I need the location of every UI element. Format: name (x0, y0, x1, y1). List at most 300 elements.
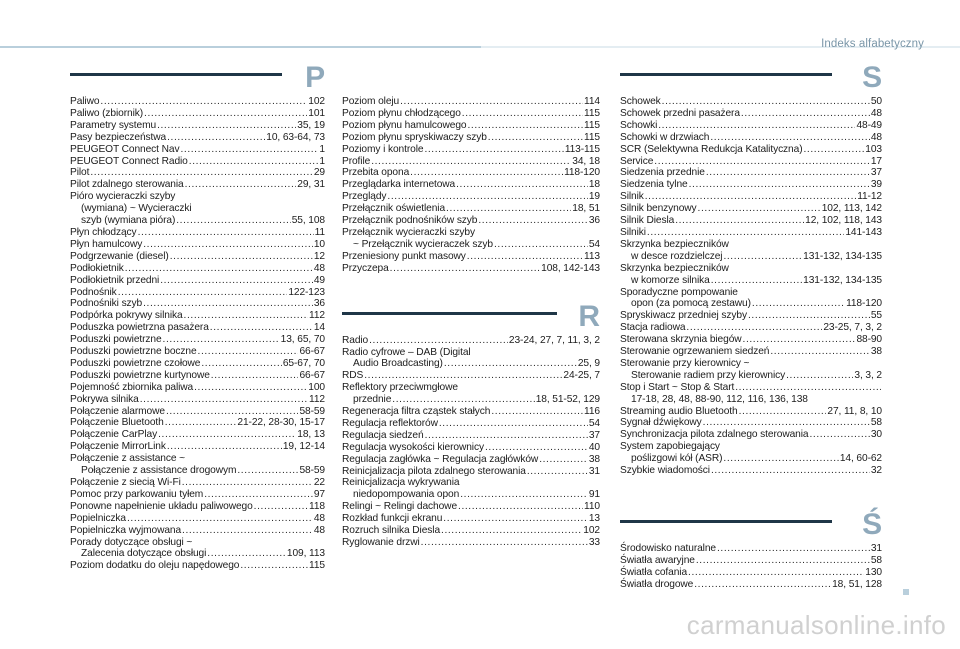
entry-term: Połączenie z assistance drogowym (81, 465, 237, 477)
entry-term: Płyn chłodzący (70, 226, 137, 238)
index-entry (70, 358, 325, 370)
entry-pages: 40 (588, 441, 600, 453)
index-entry (342, 513, 600, 525)
entry-pages: 102 (583, 525, 600, 537)
entry-term: Sterowana skrzynia biegów (620, 334, 742, 346)
entry-term: Sterowanie radiem przy kierownicy (631, 369, 786, 381)
index-entry (342, 382, 600, 394)
entry-pages: 118-120 (564, 167, 600, 179)
entry-pages: 65-67, 70 (282, 357, 325, 369)
leader-dots (237, 465, 298, 477)
entry-term: Pokrywa silnika (70, 393, 139, 405)
leader-dots (703, 417, 870, 429)
entry-term: Poziom dodatku do oleju napędowego (70, 560, 240, 572)
entry-term: PEUGEOT Connect Nav (70, 143, 180, 155)
leader-dots (696, 555, 870, 567)
entry-pages: 21-22, 28-30, 15-17 (237, 417, 325, 429)
index-entry (342, 191, 600, 203)
entry-pages: 25, 9 (577, 358, 600, 370)
entry-term: ~ Przełącznik wycieraczek szyb (353, 238, 493, 250)
section-letter: P (305, 61, 325, 94)
entry-term: Rozruch silnika Diesla (342, 525, 441, 537)
index-entry (342, 347, 600, 359)
index-entry (70, 96, 325, 108)
entry-term: Pasy bezpieczeństwa (70, 131, 167, 143)
entry-term: Service (620, 155, 654, 167)
entry-term: Połączenie z siecią Wi-Fi (70, 477, 181, 488)
leader-dots (485, 442, 588, 454)
entry-pages: 31 (870, 543, 882, 554)
leader-dots (467, 120, 583, 132)
section-letter: Ś (862, 508, 882, 541)
leader-dots (163, 334, 280, 346)
index-entry (620, 394, 882, 406)
entry-term: Podgrzewanie (diesel) (70, 250, 169, 262)
entry-pages: 1 (319, 155, 325, 167)
leader-dots (165, 417, 237, 429)
entry-term: Regeneracja filtra cząstek stałych (342, 406, 491, 418)
index-entry (342, 430, 600, 442)
entry-term: Popielniczka (70, 512, 126, 524)
entry-term: Siedzenia tylne (620, 179, 688, 191)
leader-dots (157, 120, 296, 132)
leader-dots (138, 227, 314, 239)
leader-dots (392, 394, 534, 406)
index-entry (70, 465, 325, 477)
index-entry (342, 370, 600, 382)
section-heading-s-acute (620, 507, 882, 543)
index-entry (342, 477, 600, 489)
entry-term: Reinicjalizacja wykrywania (342, 477, 460, 489)
entry-pages: 18, 51 (572, 203, 600, 215)
index-entry (342, 167, 600, 179)
leader-dots (739, 406, 827, 418)
leader-dots (662, 96, 870, 108)
index-entry (620, 555, 882, 567)
entry-term: Schowki (620, 119, 658, 131)
entry-term: Pomoc przy parkowaniu tyłem (70, 488, 204, 500)
index-entry (70, 370, 325, 382)
leader-dots (752, 298, 845, 310)
index-entry (342, 120, 600, 132)
section-rule (342, 312, 557, 315)
index-list-p (70, 96, 325, 572)
index-entry (620, 275, 882, 287)
entry-term: Regulacja siedzeń (342, 429, 424, 441)
entry-pages: 97 (313, 488, 325, 500)
index-entry (342, 144, 600, 156)
entry-pages: 55, 108 (291, 215, 325, 227)
entry-pages: 115 (584, 107, 600, 119)
entry-term: Schowek przedni pasażera (620, 107, 740, 119)
leader-dots (443, 513, 588, 525)
entry-pages: 10, 63-64, 73 (266, 131, 325, 143)
entry-term: Połączenie CarPlay (70, 429, 158, 441)
index-entry (70, 298, 325, 310)
leader-dots (748, 310, 870, 322)
entry-term: Podnośniki szyb (70, 298, 143, 310)
entry-pages: 13, 65, 70 (280, 334, 325, 346)
entry-pages: 35, 19 (297, 119, 325, 131)
index-entry (620, 334, 882, 346)
index-list-p-continued (342, 96, 600, 275)
entry-term: Płyn hamulcowy (70, 238, 143, 250)
index-entry (70, 144, 325, 156)
index-entry (70, 537, 325, 549)
index-entry (70, 453, 325, 465)
leader-dots (658, 120, 855, 132)
index-entry (620, 251, 882, 263)
entry-term: Poziom płynu chłodzącego (342, 107, 461, 119)
leader-dots (194, 382, 307, 394)
index-entry (342, 466, 600, 478)
entry-pages: 24-25, 7 (563, 370, 600, 382)
entry-pages: 58 (870, 554, 882, 566)
index-list-r (342, 335, 600, 549)
entry-term: Światła cofania (620, 566, 688, 578)
entry-pages: 116 (584, 406, 600, 418)
entry-term: poślizgowi kół (ASR) (631, 453, 723, 465)
entry-term: Paliwo (zbiornik) (70, 107, 144, 119)
index-entry (620, 167, 882, 179)
index-entry (70, 417, 325, 429)
leader-dots (400, 96, 583, 108)
entry-pages: 102 (308, 96, 325, 107)
index-entry (342, 179, 600, 191)
index-entry (70, 501, 325, 513)
entry-pages: 91 (588, 489, 600, 501)
entry-term: Synchronizacja pilota zdalnego sterowania (620, 429, 809, 441)
entry-pages: 10 (313, 238, 325, 250)
entry-term: Sterowanie ogrzewaniem siedzeń (620, 346, 770, 358)
leader-dots (143, 239, 313, 251)
entry-term: Radio cyfrowe – DAB (Digital (342, 346, 471, 358)
leader-dots (786, 370, 853, 382)
entry-term: Sygnał dźwiękowy (620, 417, 702, 429)
index-entry (620, 287, 882, 299)
entry-term: niedopompowania opon (353, 489, 460, 501)
entry-term: Przebita opona (342, 167, 410, 179)
entry-term: Audio Broadcasting) (353, 358, 443, 370)
index-entry (620, 579, 882, 591)
entry-term: Porady dotyczące obsługi ~ (70, 536, 193, 548)
entry-term: Światła awaryjne (620, 554, 695, 566)
entry-term: w desce rozdzielczej (631, 250, 723, 262)
entry-term: Streaming audio Bluetooth (620, 405, 738, 417)
index-entry (342, 442, 600, 454)
index-entry (620, 144, 882, 156)
entry-term: Podpórka pokrywy silnika (70, 310, 183, 322)
section-letter: R (578, 299, 600, 333)
leader-dots (527, 466, 588, 478)
entry-pages: 37 (588, 429, 600, 441)
index-entry (342, 537, 600, 549)
index-entry (70, 429, 325, 441)
entry-pages: 18, 51-52, 129 (535, 394, 600, 406)
index-entry (70, 513, 325, 525)
leader-dots (467, 251, 583, 263)
entry-pages: 19, 12-14 (282, 441, 325, 453)
index-entry (342, 418, 600, 430)
index-entry (342, 156, 600, 168)
leader-dots (710, 132, 870, 144)
entry-term: w komorze silnika (631, 274, 710, 286)
entry-term: Połączenie z assistance ~ (70, 453, 186, 465)
index-entry (620, 370, 882, 382)
leader-dots (166, 406, 299, 418)
entry-pages: 48-49 (856, 119, 882, 131)
leader-dots (410, 167, 563, 179)
leader-dots (460, 489, 588, 501)
leader-dots (182, 477, 313, 489)
index-entry (70, 215, 325, 227)
leader-dots (539, 454, 588, 466)
leader-dots (364, 370, 562, 382)
entry-term: Stacja radiowa (620, 322, 686, 334)
entry-term: Przełącznik oświetlenia (342, 203, 446, 215)
entry-pages: 49 (313, 274, 325, 286)
leader-dots (184, 310, 309, 322)
entry-term: Przełącznik wycieraczki szyby (342, 226, 475, 238)
index-entry (70, 251, 325, 263)
leader-dots (686, 322, 822, 334)
page-header-title: Indeks alfabetyczny (821, 38, 924, 50)
entry-pages: 109, 113 (286, 548, 325, 560)
index-entry (620, 203, 882, 215)
entry-pages: 38 (588, 453, 600, 465)
section-letter: S (862, 61, 882, 94)
leader-dots (439, 418, 588, 430)
leader-dots (254, 501, 308, 513)
index-entry (70, 489, 325, 501)
leader-dots (491, 406, 583, 418)
leader-dots (698, 203, 821, 215)
leader-dots (167, 441, 282, 453)
index-entry (70, 132, 325, 144)
entry-pages: 54 (588, 417, 600, 429)
index-entry (620, 310, 882, 322)
watermark: carmanualsonline.info (686, 610, 946, 640)
entry-pages: 38 (870, 346, 882, 358)
entry-pages: 113 (584, 250, 600, 262)
entry-pages: 34, 18 (572, 155, 600, 167)
entry-pages: 130 (865, 566, 882, 578)
entry-term: opon (za pomocą zestawu) (631, 298, 751, 310)
index-entry (342, 251, 600, 263)
section-rule (620, 520, 832, 523)
entry-term: Silnik Diesla (620, 215, 675, 227)
entry-term: Paliwo (70, 96, 100, 107)
index-entry (342, 501, 600, 513)
entry-pages: 11 (314, 226, 325, 238)
entry-pages: 50 (870, 96, 882, 107)
entry-pages: 36 (313, 298, 325, 310)
entry-term: Radio (342, 334, 369, 346)
index-entry (620, 441, 882, 453)
entry-pages: 36 (588, 215, 600, 227)
leader-dots (170, 251, 313, 263)
entry-pages: 29, 31 (297, 179, 325, 191)
entry-term: Poduszki powietrzne (70, 334, 162, 346)
section-rule (620, 73, 832, 76)
entry-term: System zapobiegający (620, 441, 720, 453)
index-entry (620, 567, 882, 579)
leader-dots (211, 370, 299, 382)
leader-dots (167, 132, 265, 144)
entry-pages: 55 (870, 310, 882, 322)
column-middle (342, 60, 600, 549)
leader-dots (100, 96, 307, 108)
index-entry (620, 382, 882, 394)
leader-dots (444, 358, 577, 370)
entry-pages: 122-123 (288, 286, 325, 298)
entry-pages: 114 (584, 96, 600, 107)
entry-term: Środowisko naturalne (620, 543, 716, 554)
entry-term: Poduszki powietrzne boczne (70, 346, 197, 358)
leader-dots (488, 132, 583, 144)
leader-dots (371, 156, 571, 168)
leader-dots (647, 227, 844, 239)
entry-pages: 115 (309, 560, 325, 572)
entry-pages: 31 (588, 465, 600, 477)
leader-dots (201, 358, 281, 370)
index-entry (620, 358, 882, 370)
entry-pages: 33 (588, 537, 600, 548)
entry-pages: 18 (588, 179, 600, 191)
entry-pages: 39 (870, 179, 882, 191)
leader-dots (185, 179, 297, 191)
leader-dots (160, 275, 313, 287)
leader-dots (198, 346, 299, 358)
entry-term: Silniki (620, 226, 646, 238)
index-entry (342, 489, 600, 501)
leader-dots (675, 215, 804, 227)
entry-pages: 103 (865, 143, 882, 155)
entry-term: Silnik (620, 191, 644, 203)
index-entry (342, 525, 600, 537)
entry-term: Schowki w drzwiach (620, 131, 710, 143)
leader-dots (425, 430, 588, 442)
leader-dots (458, 501, 583, 513)
entry-term: Relingi ~ Relingi dachowe (342, 501, 458, 513)
entry-term: 17-18, 28, 48, 88-90, 112, 116, 136, 138 (631, 393, 808, 405)
entry-term: (wymiana) ~ Wycieraczki (81, 203, 192, 215)
leader-dots (125, 263, 313, 275)
leader-dots (140, 394, 308, 406)
leader-dots (494, 239, 588, 251)
entry-pages: 131-132, 134-135 (803, 274, 882, 286)
entry-pages: 27, 11, 8, 10 (827, 405, 882, 417)
entry-term: Pilot (70, 167, 90, 179)
leader-dots (803, 144, 864, 156)
entry-pages: 66-67 (299, 369, 325, 381)
leader-dots (204, 489, 313, 501)
index-entry (620, 215, 882, 227)
leader-dots (654, 156, 870, 168)
entry-pages: 13 (588, 513, 600, 525)
entry-term: Przełącznik podnośników szyb (342, 215, 478, 227)
index-entry (620, 543, 882, 555)
entry-term: Połączenie Bluetooth (70, 417, 164, 429)
leader-dots (694, 579, 831, 591)
leader-dots (210, 322, 313, 334)
index-entry (70, 441, 325, 453)
leader-dots (118, 287, 288, 299)
index-entry (70, 310, 325, 322)
index-entry (70, 287, 325, 299)
entry-term: Silnik benzynowy (620, 203, 697, 215)
index-entry (620, 239, 882, 251)
entry-pages: 14 (313, 322, 325, 334)
entry-term: Podnośnik (70, 286, 117, 298)
leader-dots (143, 298, 313, 310)
index-entry (70, 382, 325, 394)
entry-term: SCR (Selektywna Redukcja Katalityczna) (620, 143, 803, 155)
index-entry (70, 275, 325, 287)
entry-pages: 113-115 (564, 143, 600, 155)
entry-pages: 115 (584, 131, 600, 143)
index-entry (620, 465, 882, 477)
index-entry (342, 406, 600, 418)
index-entry (342, 358, 600, 370)
entry-pages: 48 (313, 524, 325, 536)
entry-term: Regulacja wysokości kierownicy (342, 441, 484, 453)
index-entry (620, 417, 882, 429)
leader-dots (770, 346, 870, 358)
entry-pages: 23-25, 7, 3, 2 (823, 322, 882, 334)
entry-pages: 118-120 (846, 298, 882, 310)
leader-dots (424, 144, 563, 156)
entry-pages: 22 (313, 477, 325, 488)
leader-dots (189, 156, 319, 168)
entry-pages: 30 (870, 429, 882, 441)
index-entry (70, 167, 325, 179)
entry-term: Zalecenia dotyczące obsługi (81, 548, 207, 560)
entry-term: Schowek (620, 96, 661, 107)
index-entry (620, 298, 882, 310)
entry-pages: 58-59 (299, 465, 325, 477)
index-entry (342, 96, 600, 108)
leader-dots (689, 179, 870, 191)
entry-term: Poziom płynu hamulcowego (342, 119, 467, 131)
entry-pages: 54 (588, 238, 600, 250)
entry-term: PEUGEOT Connect Radio (70, 155, 188, 167)
page-marker (903, 589, 909, 595)
entry-term: Siedzenia przednie (620, 167, 705, 179)
leader-dots (711, 275, 802, 287)
entry-pages: 66-67 (299, 346, 325, 358)
entry-pages: 112 (309, 310, 325, 322)
entry-pages: 58 (870, 417, 882, 429)
entry-term: Sporadyczne pompowanie (620, 286, 738, 298)
index-entry (70, 334, 325, 346)
entry-term: szyb (wymiana pióra) (81, 215, 176, 227)
entry-pages: 102, 113, 142 (821, 203, 882, 215)
entry-term: Regulacja reflektorów (342, 417, 438, 429)
entry-term: Pilot zdalnego sterowania (70, 179, 184, 191)
entry-pages: 23-24, 27, 7, 11, 3, 2 (508, 334, 600, 346)
section-rule (70, 73, 282, 76)
leader-dots (711, 465, 870, 477)
index-entry (620, 346, 882, 358)
index-entry (70, 322, 325, 334)
leader-dots (456, 179, 588, 191)
index-entry (70, 263, 325, 275)
column-right (620, 60, 882, 591)
entry-pages: 100 (308, 381, 325, 393)
leader-dots (743, 334, 856, 346)
leader-dots (90, 167, 313, 179)
